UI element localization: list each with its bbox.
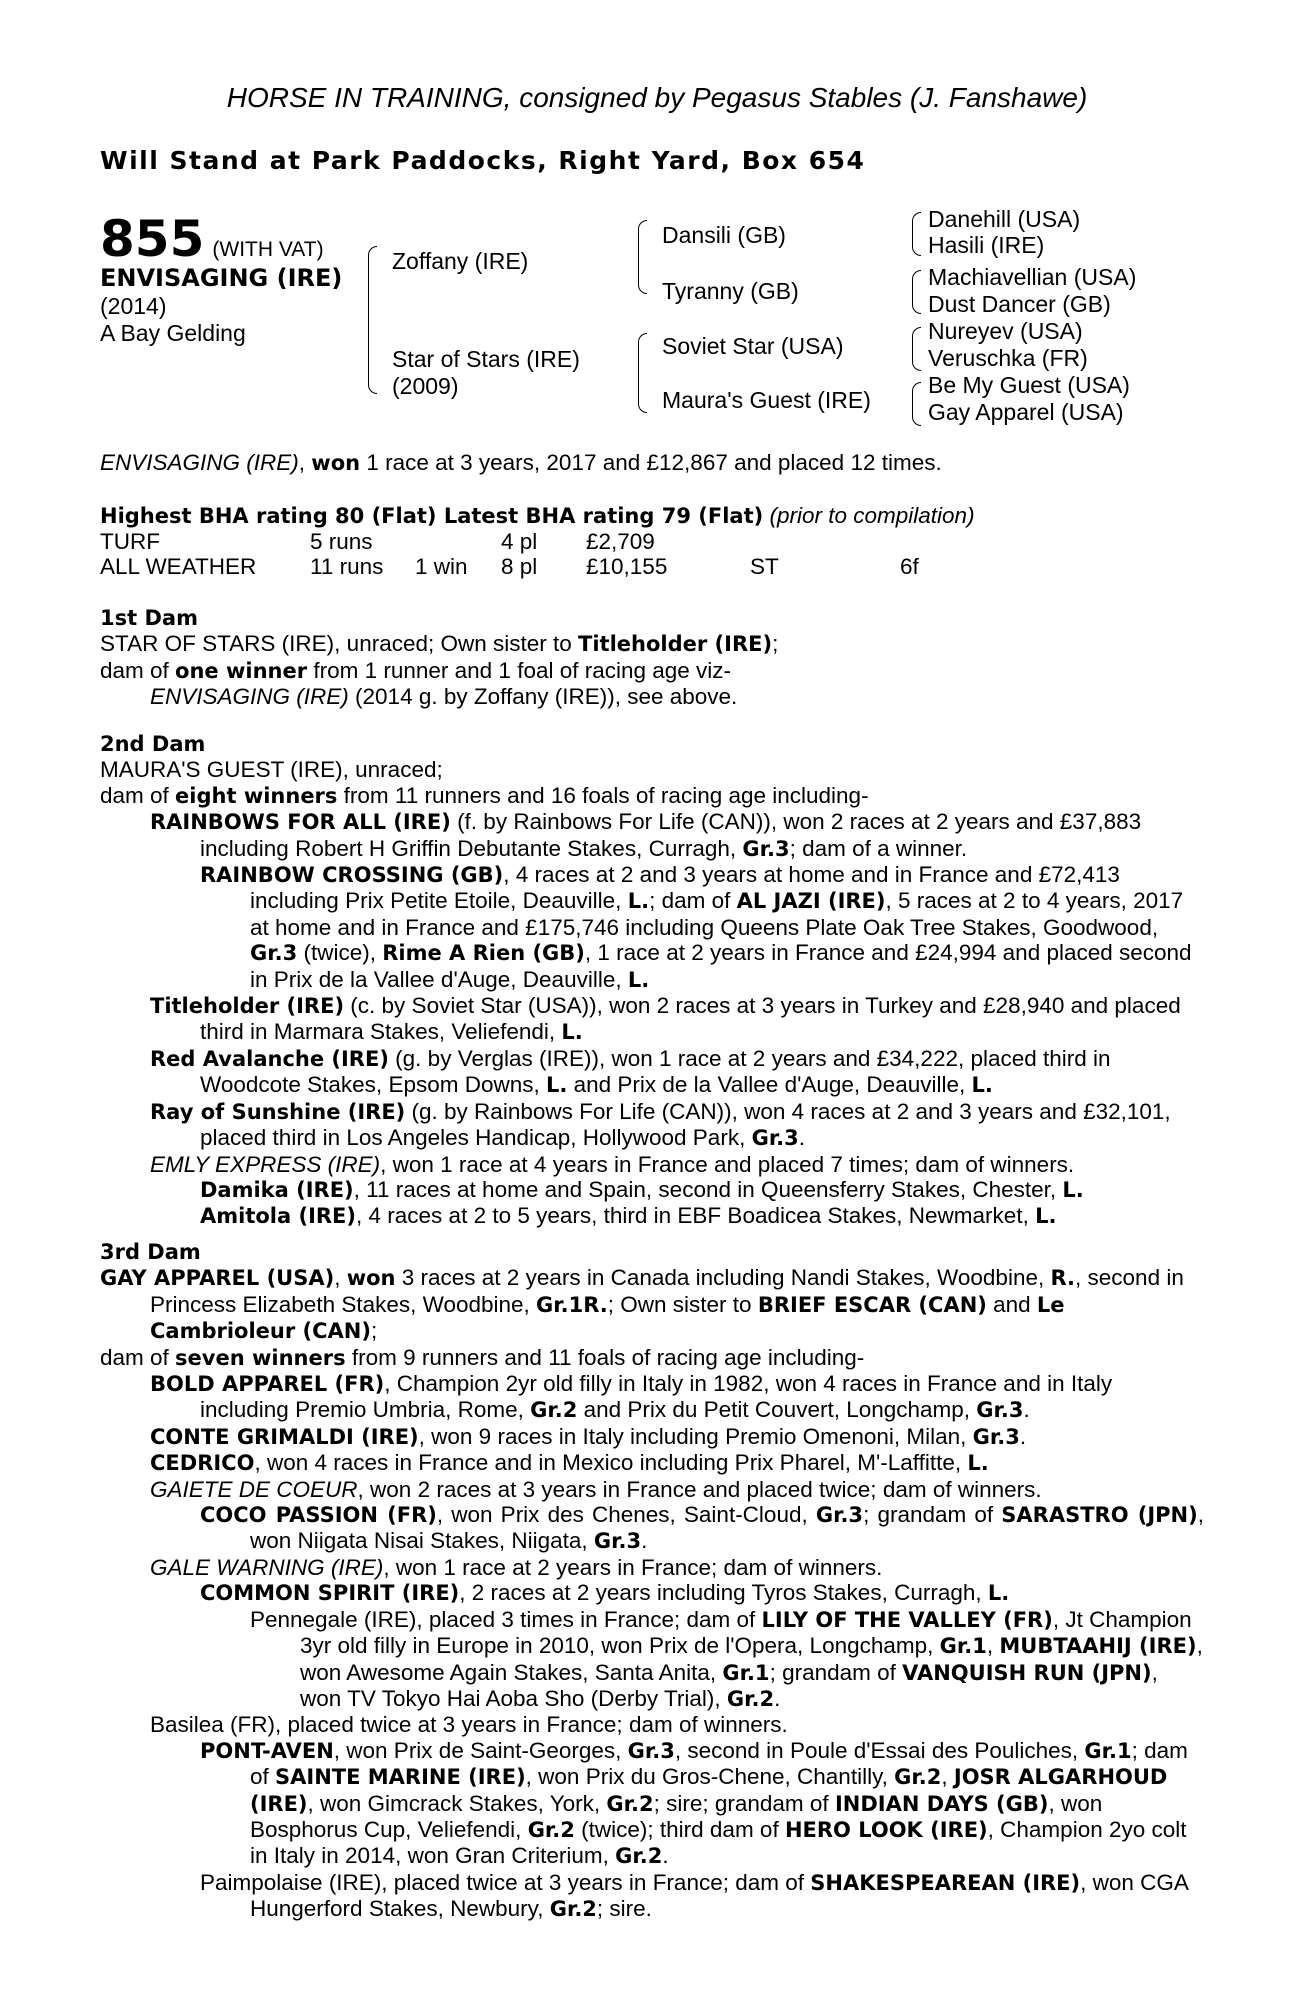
third-dam-heading: 3rd Dam xyxy=(100,1240,201,1264)
entry-text: , won Prix du Gros-Chene, Chantilly, xyxy=(525,1764,895,1790)
horse-year: (2014) xyxy=(100,293,167,319)
entry-text: ; dam of a winner. xyxy=(789,835,968,861)
entry-text: (g. by Rainbows For Life (CAN)), won 4 races at 2 and 3 years and £32,101, placed third in Los Angeles Handicap, Hollywood Park, xyxy=(200,1098,1171,1151)
grade: Gr.3 xyxy=(972,1424,1020,1449)
entry-text: , won Niigata Nisai Stakes, Niigata, xyxy=(250,1502,1204,1554)
grade: R. xyxy=(1050,1266,1076,1291)
second-dam-section xyxy=(100,732,1204,1230)
brace-g34 xyxy=(912,270,921,314)
horse-description: A Bay Gelding xyxy=(100,320,246,346)
aw-runs: 11 runs xyxy=(310,554,384,580)
horse-name: GAIETE DE COEUR xyxy=(150,1476,358,1502)
entry-text: and Prix de la Vallee d'Auge, Deauville, xyxy=(567,1072,972,1098)
first-dam-section xyxy=(100,606,1204,710)
brace-g56 xyxy=(912,327,921,371)
entry-text: . xyxy=(1023,1397,1030,1423)
brace-sire-parents xyxy=(638,220,647,294)
grade: Gr.2 xyxy=(606,1791,654,1816)
entry-pont-aven xyxy=(100,1738,1204,1870)
aw-wins: 1 win xyxy=(415,554,468,580)
entry-text: ; sire; grandam of xyxy=(653,1790,835,1816)
entry-text: ; dam of xyxy=(250,1737,1188,1790)
grade: Gr.3 xyxy=(976,1398,1024,1423)
entry-text: , 4 races at 2 to 5 years, third in EBF Boadicea Stakes, Newmarket, xyxy=(356,1203,1036,1229)
entry-ray-of-sunshine xyxy=(100,1099,1204,1152)
entry-text: , won Awesome Again Stakes, Santa Anita, xyxy=(300,1633,1203,1685)
horse-name: CEDRICO xyxy=(150,1451,255,1476)
grade: Gr.3 xyxy=(815,1503,864,1528)
lot-number: 855 xyxy=(100,210,205,268)
grade: L. xyxy=(561,1020,583,1045)
horse-name: Titleholder (IRE) xyxy=(150,994,345,1019)
entry-text: , won 4 races in France and in Mexico including Prix Pharel, M'-Laffitte, xyxy=(254,1450,968,1476)
entry-text: , xyxy=(334,1265,347,1291)
horse-name: SARASTRO (JPN) xyxy=(1001,1503,1198,1528)
summary-name: ENVISAGING (IRE) xyxy=(100,450,299,475)
first-dam-progeny: ENVISAGING (IRE) xyxy=(150,684,349,710)
dam: Star of Stars (IRE) xyxy=(392,346,580,372)
entry-text: , second in Princess Elizabeth Stakes, Woodbine, xyxy=(150,1265,1184,1317)
entry-text: . xyxy=(662,1843,669,1869)
first-dam-line2: dam of xyxy=(100,657,176,683)
entry-text: , won Bosphorus Cup, Veliefendi, xyxy=(250,1790,1103,1842)
first-dam-heading: 1st Dam xyxy=(100,606,198,630)
grade: L. xyxy=(627,967,650,992)
dam-dam: Maura's Guest (IRE) xyxy=(662,387,871,413)
entry-text: , won Prix des Chenes, Saint-Cloud, xyxy=(436,1502,816,1528)
entry-gale-warning xyxy=(100,1555,1204,1580)
brace-sire-dam xyxy=(368,246,377,394)
entry-text: ; grandam of xyxy=(769,1659,903,1685)
horse-name: GALE WARNING (IRE) xyxy=(150,1554,384,1580)
first-dam-sister: Titleholder (IRE) xyxy=(578,632,773,657)
ratings-block xyxy=(100,503,1204,529)
entry-text: 3 races at 2 years in Canada including Nandi Stakes, Woodbine, xyxy=(395,1265,1051,1291)
great-grandparent-1: Danehill (USA) xyxy=(928,206,1081,232)
entry-rainbow-crossing xyxy=(100,862,1204,993)
grade: Gr.3 xyxy=(742,836,790,861)
entry-text: , Champion 2yo colt in Italy in 2014, won Gran Criterium, xyxy=(250,1816,1187,1869)
vat-note: (WITH VAT) xyxy=(212,238,324,261)
page-header: HORSE IN TRAINING, consigned by Pegasus Stables (J. Fanshawe) xyxy=(226,82,1088,113)
grade: Gr.1R. xyxy=(536,1292,608,1317)
race-summary: ENVISAGING (IRE), won 1 race at 3 years, 2017 and £12,867 and placed 12 times. xyxy=(100,450,942,475)
aw-track: ST xyxy=(750,554,779,580)
entry-text: (f. by Rainbows For Life (CAN)), won 2 races at 2 years and £37,883 including Robert H Griffin Debutante Stakes, Curragh, xyxy=(200,809,1142,861)
brace-g12 xyxy=(912,212,921,256)
horse-name: COMMON SPIRIT (IRE) xyxy=(200,1581,460,1606)
entry-gaiete-de-coeur xyxy=(100,1477,1204,1502)
brace-dam-parents xyxy=(638,333,647,413)
aw-surface: ALL WEATHER xyxy=(100,554,257,580)
entry-text: and Prix du Petit Couvert, Longchamp, xyxy=(577,1397,977,1423)
horse-name: COCO PASSION (FR) xyxy=(200,1503,437,1528)
horse-name: MUBTAAHIJ (IRE) xyxy=(999,1634,1197,1659)
grade: L. xyxy=(987,1581,1010,1606)
ratings-note: (prior to compilation) xyxy=(769,503,975,528)
turf-placed: 4 pl xyxy=(501,529,538,554)
grade: Gr.1 xyxy=(1084,1738,1132,1763)
entry-text: , Champion 2yr old filly in Italy in 1982, won 4 races in France and in Italy including Premio Umbria, Rome, xyxy=(200,1371,1113,1423)
grade: L. xyxy=(967,1451,989,1476)
horse-name: SHAKESPEAREAN (IRE) xyxy=(810,1870,1081,1895)
entry-text: . xyxy=(774,1685,781,1711)
third-dam-record xyxy=(100,1265,1204,1344)
grade: L. xyxy=(1062,1177,1084,1202)
horse-name: Rime A Rien (GB) xyxy=(382,941,585,966)
grade: Gr.2 xyxy=(527,1817,575,1842)
entry-text: (twice), xyxy=(297,940,383,966)
grade: L. xyxy=(971,1073,993,1098)
lot-number-block xyxy=(100,210,324,268)
grade: L. xyxy=(546,1073,568,1098)
entry-text: and xyxy=(986,1291,1037,1317)
location-line: Will Stand at Park Paddocks, Right Yard, Box 654 xyxy=(100,146,866,175)
sire-dam: Tyranny (GB) xyxy=(662,278,799,304)
entry-bold-apparel xyxy=(100,1371,1204,1424)
horse-name: AL JAZI (IRE) xyxy=(736,889,886,914)
horse-name: VANQUISH RUN (JPN) xyxy=(902,1660,1152,1685)
entry-text: won xyxy=(346,1266,396,1291)
horse-name: RAINBOWS FOR ALL (IRE) xyxy=(150,810,451,835)
horse-name: RAINBOW CROSSING (GB) xyxy=(200,863,504,888)
entry-conte-grimaldi xyxy=(100,1424,1204,1450)
great-grandparent-7: Be My Guest (USA) xyxy=(928,372,1130,398)
entry-amitola xyxy=(100,1203,1204,1229)
entry-damika xyxy=(100,1177,1204,1203)
entry-text: , 2 races at 2 years including Tyros Stakes, Curragh, xyxy=(459,1580,988,1606)
winners-count: seven winners xyxy=(175,1345,346,1370)
grade: Gr.2 xyxy=(530,1398,578,1423)
sire: Zoffany (IRE) xyxy=(392,248,529,274)
entry-text: , 1 race at 2 years in France and £24,994 and placed second in Prix de la Vallee d'Auge, Deauville, xyxy=(250,940,1192,992)
horse-name: SAINTE MARINE (IRE) xyxy=(275,1765,526,1790)
entry-text: , second in Poule d'Essai des Pouliches, xyxy=(674,1737,1085,1763)
entry-text: , won 9 races in Italy including Premio Omenoni, Milan, xyxy=(418,1423,973,1449)
grade: Gr.2 xyxy=(726,1686,775,1711)
aw-earnings: £10,155 xyxy=(586,554,668,580)
grade: L. xyxy=(1035,1204,1057,1229)
entry-text: (twice); third dam of xyxy=(574,1816,785,1842)
horse-name: Le Cambrioleur (CAN) xyxy=(150,1292,1065,1344)
entry-text: ; Own sister to xyxy=(607,1291,758,1317)
entry-text: . xyxy=(641,1528,648,1554)
horse-name: Damika (IRE) xyxy=(200,1177,354,1202)
second-dam-winners: eight winners xyxy=(175,783,338,808)
entry-pennegale xyxy=(100,1607,1204,1713)
turf-earnings: £2,709 xyxy=(586,529,655,554)
entry-paimpolaise xyxy=(100,1870,1204,1923)
great-grandparent-4: Dust Dancer (GB) xyxy=(928,291,1111,317)
entry-text: ; sire. xyxy=(596,1896,652,1922)
entry-text: from 9 runners and 11 foals of racing age including- xyxy=(345,1344,865,1370)
grade: Gr.1 xyxy=(722,1660,770,1685)
entry-text: Paimpolaise (IRE), placed twice at 3 years in France; dam of xyxy=(200,1869,811,1895)
entry-text: , won Prix de Saint-Georges, xyxy=(333,1737,628,1763)
entry-red-avalanche xyxy=(100,1046,1204,1099)
horse-name: Amitola (IRE) xyxy=(200,1204,357,1229)
horse-name: ENVISAGING (IRE) xyxy=(100,264,343,292)
horse-name: LILY OF THE VALLEY (FR) xyxy=(761,1607,1053,1632)
entry-text: . xyxy=(1019,1423,1027,1449)
great-grandparent-8: Gay Apparel (USA) xyxy=(928,399,1124,425)
bha-ratings: Highest BHA rating 80 (Flat) Latest BHA rating 79 (Flat) xyxy=(100,504,764,528)
entry-text: , won 1 race at 4 years in France and placed 7 times; dam of winners. xyxy=(380,1151,1075,1177)
brace-g78 xyxy=(912,382,921,426)
third-dam-produce xyxy=(100,1345,1204,1371)
horse-name: Red Avalanche (IRE) xyxy=(150,1046,389,1071)
grade: Gr.1 xyxy=(939,1634,987,1659)
horse-name: INDIAN DAYS (GB) xyxy=(834,1791,1049,1816)
entry-text: , won 1 race at 2 years in France; dam of winners. xyxy=(383,1554,883,1580)
great-grandparent-2: Hasili (IRE) xyxy=(928,232,1045,258)
second-dam-line2: dam of xyxy=(100,782,176,808)
grade: Gr.2 xyxy=(615,1844,663,1869)
horse-name: EMLY EXPRESS (IRE) xyxy=(150,1151,381,1177)
first-dam-winners: one winner xyxy=(175,658,308,683)
entry-emly-express xyxy=(100,1152,1204,1177)
entry-coco-passion xyxy=(100,1502,1204,1555)
entry-text: , xyxy=(986,1633,1000,1659)
entry-text: ; dam of xyxy=(649,888,737,914)
entry-cedrico xyxy=(100,1450,1204,1476)
horse-name: PONT-AVEN xyxy=(200,1738,334,1763)
grade: L. xyxy=(627,889,650,914)
entry-text: Pennegale (IRE), placed 3 times in France; dam of xyxy=(250,1606,762,1632)
second-dam-line2-end: from 11 runners and 16 foals of racing age including- xyxy=(337,782,869,808)
entry-basilea: Basilea (FR), placed twice at 3 years in France; dam of winners. xyxy=(150,1712,788,1738)
great-grandparent-6: Veruschka (FR) xyxy=(928,345,1088,371)
entry-text: , 5 races at 2 to 4 years, 2017 at home and in France and £175,746 including Queens Plate Oak Tree Stakes, Goodwood, xyxy=(250,888,1184,940)
entry-text: , won 2 races at 3 years in France and placed twice; dam of winners. xyxy=(357,1476,1042,1502)
second-dam-line1: MAURA'S GUEST (IRE), unraced; xyxy=(100,757,443,783)
great-grandparent-3: Machiavellian (USA) xyxy=(928,264,1137,290)
grade: Gr.3 xyxy=(627,1738,675,1763)
second-dam-heading: 2nd Dam xyxy=(100,732,206,756)
first-dam-progeny-detail: (2014 g. by Zoffany (IRE)), see above. xyxy=(348,684,738,710)
entry-text: . xyxy=(798,1125,806,1151)
grade: Gr.2 xyxy=(894,1765,942,1790)
summary-text: 1 race at 3 years, 2017 and £12,867 and placed 12 times. xyxy=(360,450,942,475)
horse-name: CONTE GRIMALDI (IRE) xyxy=(150,1424,419,1449)
entry-text: , won CGA Hungerford Stakes, Newbury, xyxy=(250,1869,1188,1922)
grade: Gr.3 xyxy=(250,941,298,966)
horse-name: HERO LOOK (IRE) xyxy=(784,1817,988,1842)
third-dam-section xyxy=(100,1240,1204,1923)
entry-text: , won Gimcrack Stakes, York, xyxy=(307,1790,607,1816)
entry-text: , won TV Tokyo Hai Aoba Sho (Derby Trial), xyxy=(300,1659,1158,1711)
horse-name: JOSR ALGARHOUD (IRE) xyxy=(250,1765,1168,1816)
sire-sire: Dansili (GB) xyxy=(662,222,786,248)
aw-placed: 8 pl xyxy=(501,554,538,580)
entry-common-spirit xyxy=(100,1580,1204,1606)
entry-rainbows-for-all xyxy=(100,809,1204,862)
entry-text: (c. by Soviet Star (USA)), won 2 races at 3 years in Turkey and £28,940 and placed third in Marmara Stakes, Veliefendi, xyxy=(200,993,1181,1045)
aw-distance: 6f xyxy=(900,554,919,580)
entry-text: , 11 races at home and Spain, second in Queensferry Stakes, Chester, xyxy=(353,1176,1063,1202)
first-dam-line1: STAR OF STARS (IRE), unraced; Own sister to xyxy=(100,631,579,657)
horse-name: BRIEF ESCAR (CAN) xyxy=(757,1292,987,1317)
entry-text: , 4 races at 2 and 3 years at home and in France and £72,413 including Prix Petite Etoile, Deauville, xyxy=(250,862,1120,914)
turf-surface: TURF xyxy=(100,529,160,554)
turf-runs: 5 runs xyxy=(310,529,373,554)
horse-name: GAY APPAREL (USA) xyxy=(100,1266,335,1291)
entry-titleholder xyxy=(100,993,1204,1046)
dam-year: (2009) xyxy=(392,373,459,399)
entry-text: ; xyxy=(370,1318,378,1344)
entry-text: , xyxy=(941,1764,954,1790)
summary-won: won xyxy=(311,451,361,475)
horse-name: Ray of Sunshine (IRE) xyxy=(150,1099,406,1124)
grade: Gr.3 xyxy=(593,1529,642,1554)
entry-text: ; grandam of xyxy=(863,1502,1002,1528)
horse-name: BOLD APPAREL (FR) xyxy=(150,1372,385,1397)
grade: Gr.3 xyxy=(751,1126,799,1151)
entry-text: , Jt Champion 3yr old filly in Europe in 2010, won Prix de l'Opera, Longchamp, xyxy=(300,1606,1192,1659)
grade: Gr.2 xyxy=(549,1897,597,1922)
great-grandparent-5: Nureyev (USA) xyxy=(928,318,1083,344)
first-dam-line2-end: from 1 runner and 1 foal of racing age viz- xyxy=(307,657,732,683)
dam-sire: Soviet Star (USA) xyxy=(662,333,844,359)
first-dam-line1-end: ; xyxy=(772,631,779,657)
entry-text: dam of xyxy=(100,1344,176,1370)
entry-text: (g. by Verglas (IRE)), won 1 race at 2 years and £34,222, placed third in Woodcote Stakes, Epsom Downs, xyxy=(200,1045,1111,1098)
